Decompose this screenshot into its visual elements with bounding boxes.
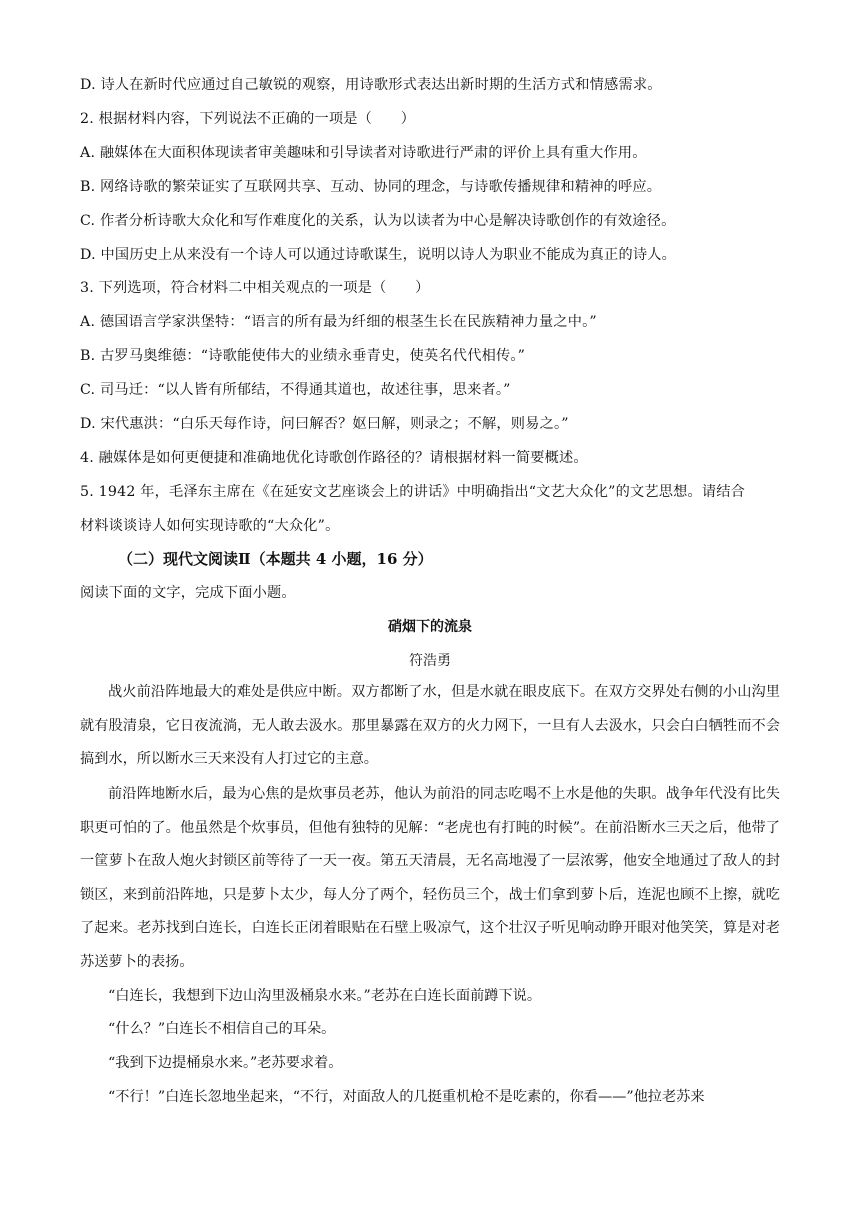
question-2-stem: 2. 根据材料内容，下列说法不正确的一项是（ ） (80, 111, 416, 127)
story-paragraph-6: “不行！”白连长忽地坐起来，“不行，对面敌人的几挺重机枪不是吃素的，你看——”他拉老苏来 (108, 1089, 705, 1105)
q2-option-d: D. 中国历史上从来没有一个诗人可以通过诗歌谋生，说明以诗人为职业不能成为真正的诗人。 (80, 247, 676, 263)
reading-instruction: 阅读下面的文字，完成下面小题。 (80, 585, 296, 601)
q3-option-a: A. 德国语言学家洪堡特：“语言的所有最为纤细的根茎生长在民族精神力量之中。” (80, 314, 597, 330)
question-5-line-2: 材料谈谈诗人如何实现诗歌的“大众化”。 (80, 518, 340, 534)
story-paragraph-4: “什么？”白连长不相信自己的耳朵。 (108, 1021, 336, 1037)
story-paragraph-5: “我到下边提桶泉水来。”老苏要求着。 (108, 1055, 343, 1071)
section-title: （二）现代文阅读Ⅱ（本题共 4 小题，16 分） (118, 550, 433, 568)
story-paragraph-2: 前沿阵地断水后，最为心焦的是炊事员老苏，他认为前沿的同志吃喝不上水是他的失职。战争年代没有比失职更可怕的了。他虽然是个炊事员，但他有独特的见解：“老虎也有打盹的时候”。在前沿断水三天之后，他带了一筐萝卜在敌人炮火封锁区前等待了一天一夜。第五天清晨，无名高地漫了一层浓雾，他安全地通过了敌人的封锁区，来到前沿阵地，只是萝卜太少，每人分了两个，轻伤员三个，战士们拿到萝卜后，连泥也顾不上擦，就吃了起来。老苏找到白连长，白连长正闭着眼贴在石壁上吸凉气，这个壮汉子听见响动睁开眼对他笑笑，算是对老苏送萝卜的表扬。 (80, 786, 780, 970)
q1-option-d: D. 诗人在新时代应通过自己敏锐的观察，用诗歌形式表达出新时期的生活方式和情感需求。 (80, 77, 662, 93)
q3-option-c: C. 司马迁：“以人皆有所郁结，不得通其道也，故述往事，思来者。” (80, 382, 511, 398)
question-3-stem: 3. 下列选项，符合材料二中相关观点的一项是（ ） (80, 280, 430, 296)
question-5-line-1: 5. 1942 年，毛泽东主席在《在延安文艺座谈会上的讲话》中明确指出“文艺大众化”的文艺思想。请结合 (80, 484, 746, 500)
story-author: 符浩勇 (409, 653, 451, 669)
q3-option-b: B. 古罗马奥维德：“诗歌能使伟大的业绩永垂青史，使英名代代相传。” (80, 348, 526, 364)
q2-option-c: C. 作者分析诗歌大众化和写作难度化的关系，认为以读者为中心是解决诗歌创作的有效途径。 (80, 213, 676, 229)
q3-option-d: D. 宋代惠洪：“白乐天每作诗，问曰解否？妪曰解，则录之；不解，则易之。” (80, 416, 569, 432)
story-title: 硝烟下的流泉 (388, 619, 472, 635)
q2-option-a: A. 融媒体在大面积体现读者审美趣味和引导读者对诗歌进行严肃的评价上具有重大作用。 (80, 145, 647, 161)
q2-option-b: B. 网络诗歌的繁荣证实了互联网共享、互动、协同的理念，与诗歌传播规律和精神的呼应。 (80, 179, 662, 195)
story-paragraph-1: 战火前沿阵地最大的难处是供应中断。双方都断了水，但是水就在眼皮底下。在双方交界处右侧的小山沟里就有股清泉，它日夜流淌，无人敢去汲水。那里暴露在双方的火力网下，一旦有人去汲水，只会白白牺牲而不会搞到水，所以断水三天来没有人打过它的主意。 (80, 684, 780, 768)
story-paragraph-3: “白连长，我想到下边山沟里汲桶泉水来。”老苏在白连长面前蹲下说。 (108, 988, 542, 1004)
question-4: 4. 融媒体是如何更便捷和准确地优化诗歌创作路径的？请根据材料一简要概述。 (80, 450, 588, 466)
